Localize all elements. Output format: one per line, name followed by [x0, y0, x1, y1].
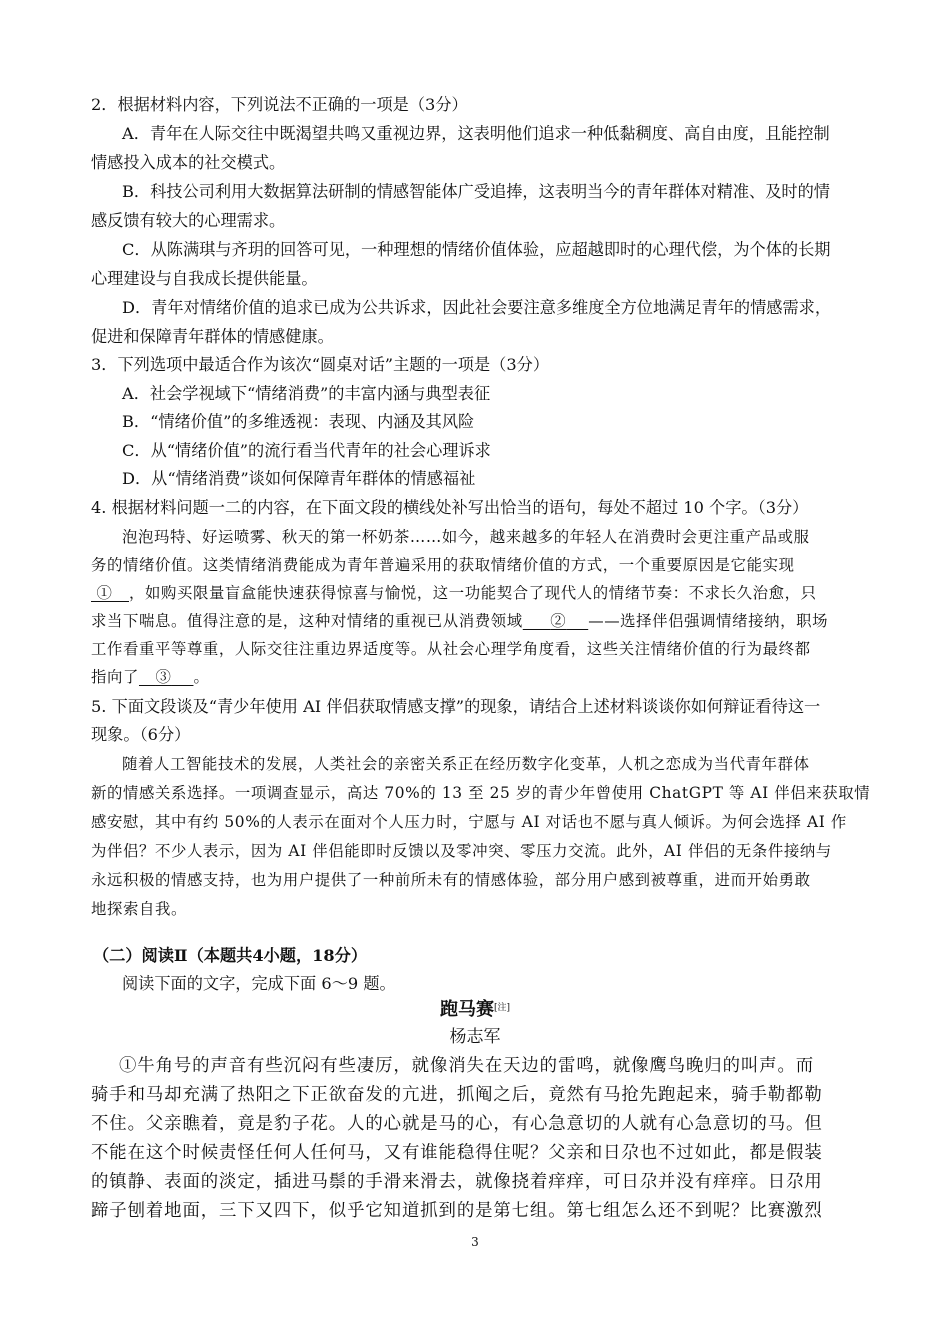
story-paragraph-line1: ①牛角号的声音有些沉闷有些凄厉，就像消失在天边的雷鸣，就像鹰鸟晚归的叫声。而 — [119, 1056, 815, 1076]
q5-stem-line2: 现象。（6分） — [91, 725, 191, 744]
q3-stem: 3．下列选项中最适合作为该次“圆桌对话”主题的一项是（3分） — [91, 355, 550, 374]
q2-option-c-line1: C．从陈满琪与齐玥的回答可见，一种理想的情绪价值体验，应超越即时的心理代偿，为个体的长期 — [122, 240, 831, 259]
q3-option-c: C．从“情绪价值”的流行看当代青年的社会心理诉求 — [122, 441, 491, 460]
q5-passage-line6: 地探索自我。 — [91, 900, 187, 918]
q4-stem: 4. 根据材料问题一二的内容，在下面文段的横线处补写出恰当的语句，每处不超过 10 个字。（3分） — [91, 498, 809, 517]
q4-blank-2: ② — [550, 612, 567, 630]
q2-option-d-line1: D．青年对情绪价值的追求已成为公共诉求，因此社会要注意多维度全方位地满足青年的情感需求， — [122, 298, 832, 317]
footnote-marker: [注] — [493, 1003, 511, 1013]
q5-passage-line5: 永远积极的情感支持，也为用户提供了一种前所未有的情感体验，部分用户感到被尊重，进而开始勇敢 — [91, 871, 811, 889]
story-author: 杨志军 — [449, 1027, 501, 1047]
q2-option-a-line2: 情感投入成本的社交模式。 — [91, 153, 286, 172]
story-title: 跑马赛[注] — [439, 999, 511, 1020]
story-paragraph-line5: 的镇静、表面的淡定，插进马鬃的手滑来滑去，就像挠着痒痒，可日尕并没有痒痒。日尕用 — [91, 1172, 823, 1192]
q2-stem: 2．根据材料内容，下列说法不正确的一项是（3分） — [91, 95, 468, 114]
q4-passage-line3: ① ，如购买限量盲盒能快速获得惊喜与愉悦，这一功能契合了现代人的情绪节奏：不求长久治愈，只 — [91, 583, 817, 603]
q4-blank-3: ③ — [155, 668, 172, 686]
story-paragraph-line2: 骑手和马却充满了热阳之下正欲奋发的亢进，抓阄之后，竟然有马抢先跑起来，骑手勒都勒 — [91, 1085, 823, 1105]
q4-blank-1: ① — [96, 584, 113, 602]
story-paragraph-line3: 不住。父亲瞧着，竟是豹子花。人的心就是马的心，有心急意切的人就有心急意切的马。但 — [91, 1114, 823, 1134]
page-number: 3 — [471, 1235, 479, 1249]
q2-option-b-line2: 感反馈有较大的心理需求。 — [91, 211, 286, 230]
q5-passage-line2: 新的情感关系选择。一项调查显示，高达 70%的 13 至 25 岁的青少年曾使用 ChatGPT 等 AI 伴侣来获取情 — [91, 784, 871, 802]
section-heading: （二）阅读Ⅱ（本题共4小题，18分） — [93, 946, 368, 965]
q3-option-b: B．“情绪价值”的多维透视：表现、内涵及其风险 — [122, 412, 475, 431]
q2-option-a-line1: A．青年在人际交往中既渴望共鸣又重视边界，这表明他们追求一种低黏稠度、高自由度，且能控制 — [122, 124, 830, 143]
q5-passage-line1: 随着人工智能技术的发展，人类社会的亲密关系正在经历数字化变革，人机之恋成为当代青年群体 — [122, 755, 810, 773]
q4-passage-line4: 求当下喘息。值得注意的是，这种对情绪的重视已从消费领域 ② ——选择伴侣强调情绪接纳，职场 — [91, 612, 829, 630]
q3-option-d: D．从“情绪消费”谈如何保障青年群体的情感福祉 — [122, 469, 476, 488]
story-paragraph-line6: 蹄子刨着地面，三下又四下，似乎它知道抓到的是第七组。第七组怎么还不到呢？比赛激烈 — [91, 1201, 823, 1221]
story-paragraph-line4: 不能在这个时候责怪任何人任何马，又有谁能稳得住呢？父亲和日尕也不过如此，都是假装 — [91, 1143, 823, 1163]
q2-option-d-line2: 促进和保障青年群体的情感健康。 — [91, 327, 334, 346]
q5-stem-line1: 5. 下面文段谈及“青少年使用 AI 伴侣获取情感支撑”的现象，请结合上述材料谈谈你如何辩证看待这一 — [91, 697, 821, 716]
q2-option-c-line2: 心理建设与自我成长提供能量。 — [91, 269, 318, 288]
q2-option-b-line1: B．科技公司利用大数据算法研制的情感智能体广受追捧，这表明当今的青年群体对精准、及时的情 — [122, 182, 830, 201]
q4-passage-line2: 务的情绪价值。这类情绪消费能成为青年普遍采用的获取情绪价值的方式，一个重要原因是它能实现 — [91, 556, 795, 574]
q3-option-a: A．社会学视域下“情绪消费”的丰富内涵与典型表征 — [122, 384, 491, 403]
q4-passage-line1: 泡泡玛特、好运喷雾、秋天的第一杯奶茶……如今，越来越多的年轻人在消费时会更注重产品或服 — [122, 528, 810, 546]
section-instruction: 阅读下面的文字，完成下面 6～9 题。 — [122, 974, 396, 993]
q4-passage-line5: 工作看重平等尊重，人际交往注重边界适度等。从社会心理学角度看，这些关注情绪价值的行为最终都 — [91, 640, 811, 658]
q5-passage-line3: 感安慰，其中有约 50%的人表示在面对个人压力时，宁愿与 AI 对话也不愿与真人倾诉。为何会选择 AI 作 — [91, 813, 847, 831]
q5-passage-line4: 为伴侣？不少人表示，因为 AI 伴侣能即时反馈以及零冲突、零压力交流。此外，AI 伴侣的无条件接纳与 — [91, 842, 832, 860]
q4-passage-line6: 指向了 ③ 。 — [91, 668, 210, 686]
